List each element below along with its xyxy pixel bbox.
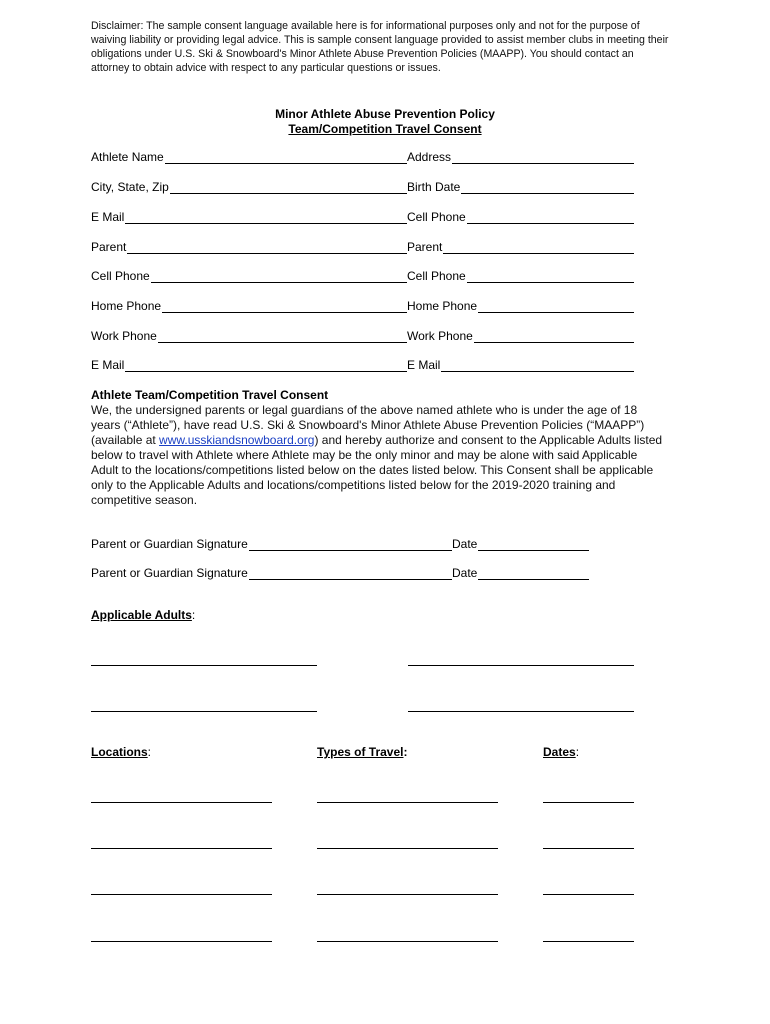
adult-blank-line[interactable] xyxy=(91,711,317,712)
blank-line[interactable] xyxy=(478,537,589,551)
blank-line[interactable] xyxy=(165,150,407,164)
date-blank-line[interactable] xyxy=(543,941,634,942)
label-text: Locations xyxy=(91,745,148,759)
maapp-link[interactable]: www.usskiandsnowboard.org xyxy=(159,433,315,447)
blank-line[interactable] xyxy=(461,180,634,194)
consent-heading: Athlete Team/Competition Travel Consent xyxy=(91,388,329,402)
parent-2-cell-phone-field[interactable] xyxy=(407,269,634,283)
field-label: Cell Phone xyxy=(91,269,150,283)
athlete-email-field[interactable] xyxy=(91,210,407,224)
field-label: Parent or Guardian Signature xyxy=(91,566,248,580)
field-label: E Mail xyxy=(91,210,125,224)
address-field[interactable] xyxy=(407,150,634,164)
blank-line[interactable] xyxy=(249,566,452,580)
adult-blank-line[interactable] xyxy=(408,711,634,712)
parent-1-field[interactable] xyxy=(91,240,407,254)
travel-type-blank-line[interactable] xyxy=(317,894,498,895)
date-blank-line[interactable] xyxy=(543,802,634,803)
form-title: Minor Athlete Abuse Prevention Policy xyxy=(275,107,495,121)
field-label: Cell Phone xyxy=(407,210,466,224)
blank-line[interactable] xyxy=(474,329,634,343)
form-subtitle: Team/Competition Travel Consent xyxy=(288,122,482,136)
field-label: Parent or Guardian Signature xyxy=(91,537,248,551)
travel-type-blank-line[interactable] xyxy=(317,941,498,942)
label-colon: : xyxy=(147,745,152,759)
field-label: Parent xyxy=(91,240,127,254)
parent-1-cell-phone-field[interactable] xyxy=(91,269,407,283)
field-label: Cell Phone xyxy=(407,269,466,283)
field-label: Athlete Name xyxy=(91,150,164,164)
field-label: Address xyxy=(407,150,452,164)
parent-2-field[interactable] xyxy=(407,240,634,254)
blank-line[interactable] xyxy=(127,240,407,254)
date-blank-line[interactable] xyxy=(543,848,634,849)
signature-date-field[interactable] xyxy=(452,537,589,551)
field-label: Home Phone xyxy=(407,299,478,313)
field-label: Parent xyxy=(407,240,443,254)
blank-line[interactable] xyxy=(162,299,407,313)
blank-line[interactable] xyxy=(125,210,407,224)
blank-line[interactable] xyxy=(158,329,407,343)
field-label: Work Phone xyxy=(91,329,157,343)
blank-line[interactable] xyxy=(443,240,634,254)
parent-signature-field[interactable] xyxy=(91,566,452,580)
travel-type-blank-line[interactable] xyxy=(317,802,498,803)
locations-label xyxy=(91,745,151,759)
blank-line[interactable] xyxy=(125,358,407,372)
athlete-name-field[interactable] xyxy=(91,150,407,164)
field-label: Birth Date xyxy=(407,180,461,194)
blank-line[interactable] xyxy=(151,269,407,283)
dates-label xyxy=(543,745,579,759)
parent-1-work-phone-field[interactable] xyxy=(91,329,407,343)
travel-type-blank-line[interactable] xyxy=(317,848,498,849)
parent-2-work-phone-field[interactable] xyxy=(407,329,634,343)
blank-line[interactable] xyxy=(170,180,407,194)
blank-line[interactable] xyxy=(441,358,634,372)
birth-date-field[interactable] xyxy=(407,180,634,194)
field-label: E Mail xyxy=(407,358,441,372)
city-state-zip-field[interactable] xyxy=(91,180,407,194)
label-text: Dates xyxy=(543,745,576,759)
label-colon: : xyxy=(403,745,408,759)
location-blank-line[interactable] xyxy=(91,802,272,803)
parent-2-home-phone-field[interactable] xyxy=(407,299,634,313)
adult-blank-line[interactable] xyxy=(408,665,634,666)
location-blank-line[interactable] xyxy=(91,894,272,895)
parent-1-home-phone-field[interactable] xyxy=(91,299,407,313)
consent-text: We, the undersigned parents or legal guardians of the above named athlete who is under the age of 18 years (“Athlete”), have read U.S. Ski & Snowboard's Minor Athlete Abuse Prevention Policies (“MAAPP”) (available at xyxy=(91,403,645,447)
consent-text: ) and hereby authorize and consent to the Applicable Adults listed below to travel with Athlete where Athlete may be the only minor and may be alone with said Applicable Adult to the locations/competitions listed below on the dates listed below. This Consent shall be applicable only to the Applicable Adults and locations/competitions listed below for the 2019-2020 training and competitive season. xyxy=(91,433,663,507)
field-label: Date xyxy=(452,537,478,551)
date-blank-line[interactable] xyxy=(543,894,634,895)
parent-1-email-field[interactable] xyxy=(91,358,407,372)
blank-line[interactable] xyxy=(249,537,452,551)
consent-paragraph xyxy=(91,403,666,508)
applicable-adults-label xyxy=(91,608,195,622)
label-colon: : xyxy=(575,745,580,759)
field-label: City, State, Zip xyxy=(91,180,169,194)
field-label: Work Phone xyxy=(407,329,473,343)
label-text: Applicable Adults xyxy=(91,608,192,622)
disclaimer: Disclaimer: The sample consent language available here is for informational purposes only and not for the purpose of waiving liability or providing legal advice. This is sample consent language provided to assist member clubs in meeting their obligations under U.S. Ski & Snowboard's Minor Athlete Abuse Prevention Policies (MAAPP). You should contact an attorney to obtain advice with respect to any particular questions or issues. xyxy=(91,20,669,74)
location-blank-line[interactable] xyxy=(91,848,272,849)
signature-date-field[interactable] xyxy=(452,566,589,580)
parent-2-email-field[interactable] xyxy=(407,358,634,372)
field-label: Date xyxy=(452,566,478,580)
location-blank-line[interactable] xyxy=(91,941,272,942)
blank-line[interactable] xyxy=(478,299,634,313)
blank-line[interactable] xyxy=(478,566,589,580)
label-text: Types of Travel xyxy=(317,745,404,759)
adult-blank-line[interactable] xyxy=(91,665,317,666)
label-colon: : xyxy=(191,608,196,622)
types-of-travel-label xyxy=(317,745,407,759)
blank-line[interactable] xyxy=(452,150,634,164)
blank-line[interactable] xyxy=(467,269,634,283)
athlete-cell-phone-field[interactable] xyxy=(407,210,634,224)
field-label: Home Phone xyxy=(91,299,162,313)
parent-signature-field[interactable] xyxy=(91,537,452,551)
field-label: E Mail xyxy=(91,358,125,372)
blank-line[interactable] xyxy=(467,210,634,224)
